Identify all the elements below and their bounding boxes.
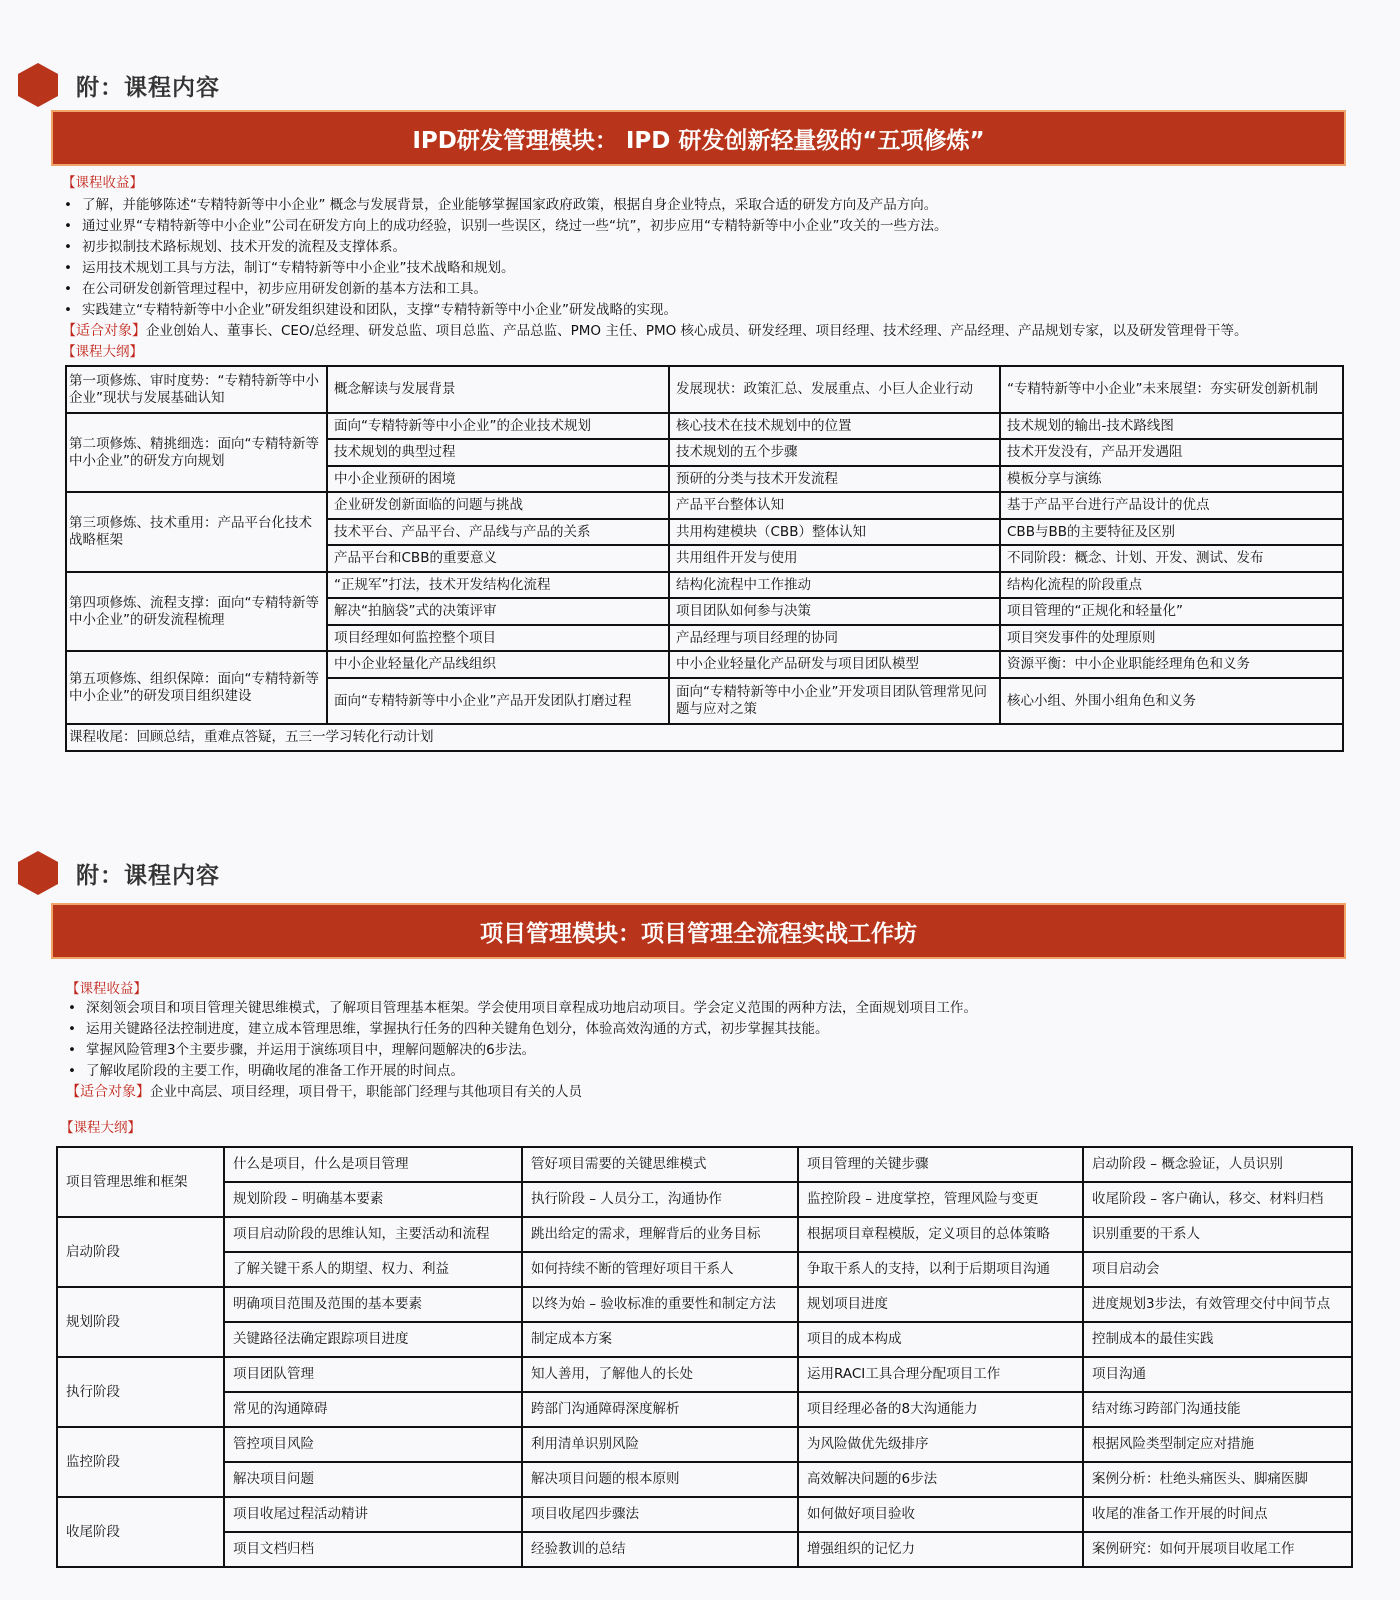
module-banner: IPD研发管理模块： IPD 研发创新轻量级的“五项修炼” [51,110,1346,166]
table-row [57,1392,1352,1427]
table-cell: 核心技术在技术规划中的位置 [669,413,1000,439]
table-cell: 面向“专精特新等中小企业”开发项目团队管理常见问题与应对之策 [669,678,1000,724]
stage-cell: 收尾阶段 [57,1497,224,1567]
table-cell: 技术开发没有，产品开发遇阻 [1000,439,1343,466]
table-cell: 不同阶段：概念、计划、开发、测试、发布 [1000,545,1343,572]
table-cell: 解决“拍脑袋”式的决策评审 [327,598,669,625]
list-item: • 了解收尾阶段的主要工作，明确收尾的准备工作开展的时间点。 [66,1061,977,1082]
table-cell: 跳出给定的需求，理解背后的业务目标 [522,1217,798,1252]
benefits-label: 【课程收益】 [62,175,143,191]
table-cell: 面向“专精特新等中小企业”产品开发团队打磨过程 [327,678,669,724]
table-cell: “正规军”打法，技术开发结构化流程 [327,572,669,598]
table-cell: 项目管理的关键步骤 [798,1147,1083,1182]
benefits-label: 【课程收益】 [66,981,147,997]
table-cell: 增强组织的记忆力 [798,1532,1083,1567]
outline-label: 【课程大纲】 [60,1120,141,1136]
section-heading [18,851,220,895]
benefits-list [62,195,947,321]
table-cell: 技术规划的五个步骤 [669,439,1000,466]
table-row [57,1427,1352,1462]
table-cell: 共用构建模块（CBB）整体认知 [669,519,1000,545]
table-cell: 项目收尾四步骤法 [522,1497,798,1532]
table-cell: 经验教训的总结 [522,1532,798,1567]
audience-label: 【适合对象】 [62,323,146,339]
table-cell: 项目突发事件的处理原则 [1000,625,1343,651]
table-cell: 管控项目风险 [224,1427,522,1462]
table-row [66,651,1343,678]
list-item: • 通过业界“专精特新等中小企业”公司在研发方向上的成功经验，识别一些误区，绕过一些“坑”，初步应用“专精特新等中小企业”攻关的一些方法。 [62,216,947,237]
module-cell: 第三项修炼、技术重用：产品平台化技术战略框架 [66,492,327,572]
table-cell: 核心小组、外围小组角色和义务 [1000,678,1343,724]
table-cell: 启动阶段 – 概念验证，人员识别 [1083,1147,1352,1182]
table-cell: 资源平衡：中小企业职能经理角色和义务 [1000,651,1343,678]
table-cell: 发展现状：政策汇总、发展重点、小巨人企业行动 [669,366,1000,413]
table-cell: 解决项目问题的根本原则 [522,1462,798,1497]
module-cell: 第一项修炼、审时度势：“专精特新等中小企业”现状与发展基础认知 [66,366,327,413]
table-cell: 制定成本方案 [522,1322,798,1357]
table-cell: 如何持续不断的管理好项目干系人 [522,1252,798,1287]
table-cell: 产品平台整体认知 [669,492,1000,519]
table-cell: CBB与BB的主要特征及区别 [1000,519,1343,545]
table-cell: 关键路径法确定跟踪项目进度 [224,1322,522,1357]
table-row [66,413,1343,439]
audience-label: 【适合对象】 [66,1084,150,1100]
table-row [66,366,1343,413]
table-cell: 技术规划的典型过程 [327,439,669,466]
table-cell: 项目团队如何参与决策 [669,598,1000,625]
table-cell: 基于产品平台进行产品设计的优点 [1000,492,1343,519]
table-cell: 项目文档归档 [224,1532,522,1567]
module-banner: 项目管理模块：项目管理全流程实战工作坊 [51,903,1346,959]
table-cell: 项目管理的“正规化和轻量化” [1000,598,1343,625]
benefits-list [66,998,977,1082]
table-cell: 面向“专精特新等中小企业”的企业技术规划 [327,413,669,439]
table-cell: 结构化流程中工作推动 [669,572,1000,598]
table-row [57,1217,1352,1252]
audience-line [66,1082,582,1103]
list-item: • 了解，并能够陈述“专精特新等中小企业” 概念与发展背景，企业能够掌握国家政府政策，根据自身企业特点，采取合适的研发方向及产品方向。 [62,195,947,216]
section-heading [18,63,220,107]
table-cell: 明确项目范围及范围的基本要素 [224,1287,522,1322]
table-cell: 常见的沟通障碍 [224,1392,522,1427]
table-row [66,492,1343,519]
table-cell: 项目团队管理 [224,1357,522,1392]
table-cell: 知人善用，了解他人的长处 [522,1357,798,1392]
table-row [57,1147,1352,1182]
table-cell: 执行阶段 – 人员分工，沟通协作 [522,1182,798,1217]
table-cell: 根据项目章程模版，定义项目的总体策略 [798,1217,1083,1252]
table-cell: 监控阶段 – 进度掌控，管理风险与变更 [798,1182,1083,1217]
table-cell: 以终为始 – 验收标准的重要性和制定方法 [522,1287,798,1322]
table-cell: 共用组件开发与使用 [669,545,1000,572]
table-cell: “专精特新等中小企业”未来展望：夯实研发创新机制 [1000,366,1343,413]
list-item: • 运用技术规划工具与方法，制订“专精特新等中小企业”技术战略和规划。 [62,258,947,279]
list-item: • 运用关键路径法控制进度，建立成本管理思维，掌握执行任务的四种关键角色划分，体验高效沟通的方式，初步掌握其技能。 [66,1019,977,1040]
hexagon-icon [18,63,58,107]
audience-text: 企业中高层、项目经理，项目骨干，职能部门经理与其他项目有关的人员 [150,1084,582,1100]
table-row [57,1497,1352,1532]
table-cell: 争取干系人的支持，以利于后期项目沟通 [798,1252,1083,1287]
table-row [57,1182,1352,1217]
section-heading-text: 附：课程内容 [76,74,220,101]
table-row [66,724,1343,751]
table-cell: 规划项目进度 [798,1287,1083,1322]
table-cell: 收尾阶段 – 客户确认，移交、材料归档 [1083,1182,1352,1217]
table-cell: 案例研究：如何开展项目收尾工作 [1083,1532,1352,1567]
table-cell: 解决项目问题 [224,1462,522,1497]
list-item: • 实践建立“专精特新等中小企业”研发组织建设和团队，支撑“专精特新等中小企业”研发战略的实现。 [62,300,947,321]
table-cell: 产品平台和CBB的重要意义 [327,545,669,572]
table-cell: 项目沟通 [1083,1357,1352,1392]
ipd-outline-table [65,365,1344,752]
table-cell: 产品经理与项目经理的协同 [669,625,1000,651]
stage-cell: 执行阶段 [57,1357,224,1427]
table-cell: 项目启动会 [1083,1252,1352,1287]
table-cell: 中小企业预研的困境 [327,466,669,492]
table-cell: 利用清单识别风险 [522,1427,798,1462]
table-cell: 技术平台、产品平台、产品线与产品的关系 [327,519,669,545]
module-cell: 第五项修炼、组织保障：面向“专精特新等中小企业”的研发项目组织建设 [66,651,327,724]
table-cell: 技术规划的输出-技术路线图 [1000,413,1343,439]
table-cell: 案例分析：杜绝头痛医头、脚痛医脚 [1083,1462,1352,1497]
table-cell: 管好项目需要的关键思维模式 [522,1147,798,1182]
table-cell: 项目收尾过程活动精讲 [224,1497,522,1532]
module-cell: 第二项修炼、精挑细选：面向“专精特新等中小企业”的研发方向规划 [66,413,327,492]
table-cell: 项目启动阶段的思维认知，主要活动和流程 [224,1217,522,1252]
table-cell: 模板分享与演练 [1000,466,1343,492]
hexagon-icon [18,851,58,895]
table-cell: 规划阶段 – 明确基本要素 [224,1182,522,1217]
stage-cell: 监控阶段 [57,1427,224,1497]
table-cell: 如何做好项目验收 [798,1497,1083,1532]
pm-outline-table [56,1146,1353,1568]
table-cell: 识别重要的干系人 [1083,1217,1352,1252]
table-row [57,1287,1352,1322]
stage-cell: 规划阶段 [57,1287,224,1357]
table-cell: 了解关键干系人的期望、权力、利益 [224,1252,522,1287]
table-cell: 结对练习跨部门沟通技能 [1083,1392,1352,1427]
table-cell: 企业研发创新面临的问题与挑战 [327,492,669,519]
list-item: • 深刻领会项目和项目管理关键思维模式，了解项目管理基本框架。学会使用项目章程成功地启动项目。学会定义范围的两种方法，全面规划项目工作。 [66,998,977,1019]
audience-text: 企业创始人、董事长、CEO/总经理、研发总监、项目总监、产品总监、PMO 主任、PMO 核心成员、研发经理、项目经理、技术经理、产品经理、产品规划专家，以及研发管理骨干等。 [146,323,1248,339]
list-item: • 掌握风险管理3个主要步骤，并运用于演练项目中，理解问题解决的6步法。 [66,1040,977,1061]
table-row [57,1252,1352,1287]
table-cell: 为风险做优先级排序 [798,1427,1083,1462]
table-cell: 控制成本的最佳实践 [1083,1322,1352,1357]
stage-cell: 项目管理思维和框架 [57,1147,224,1217]
closing-cell: 课程收尾：回顾总结，重难点答疑，五三一学习转化行动计划 [66,724,1343,751]
table-row [57,1322,1352,1357]
audience-line [62,321,1248,342]
table-cell: 项目经理必备的8大沟通能力 [798,1392,1083,1427]
table-cell: 项目的成本构成 [798,1322,1083,1357]
table-cell: 运用RACI工具合理分配项目工作 [798,1357,1083,1392]
table-row [57,1532,1352,1567]
table-row [57,1462,1352,1497]
module-cell: 第四项修炼、流程支撑：面向“专精特新等中小企业”的研发流程梳理 [66,572,327,651]
outline-label: 【课程大纲】 [62,344,143,360]
stage-cell: 启动阶段 [57,1217,224,1287]
table-cell: 高效解决问题的6步法 [798,1462,1083,1497]
table-row [66,572,1343,598]
table-cell: 中小企业轻量化产品线组织 [327,651,669,678]
table-cell: 预研的分类与技术开发流程 [669,466,1000,492]
table-cell: 结构化流程的阶段重点 [1000,572,1343,598]
section-heading-text: 附：课程内容 [76,862,220,889]
table-cell: 概念解读与发展背景 [327,366,669,413]
list-item: • 在公司研发创新管理过程中，初步应用研发创新的基本方法和工具。 [62,279,947,300]
list-item: • 初步拟制技术路标规划、技术开发的流程及支撑体系。 [62,237,947,258]
table-cell: 根据风险类型制定应对措施 [1083,1427,1352,1462]
table-cell: 收尾的准备工作开展的时间点 [1083,1497,1352,1532]
table-row [57,1357,1352,1392]
table-cell: 项目经理如何监控整个项目 [327,625,669,651]
table-cell: 跨部门沟通障碍深度解析 [522,1392,798,1427]
table-cell: 进度规划3步法，有效管理交付中间节点 [1083,1287,1352,1322]
table-cell: 什么是项目，什么是项目管理 [224,1147,522,1182]
table-cell: 中小企业轻量化产品研发与项目团队模型 [669,651,1000,678]
